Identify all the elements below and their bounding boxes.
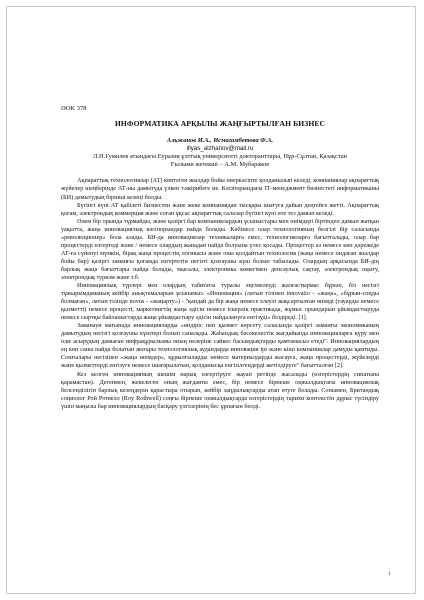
paragraph-4: Инновациялық түрлері мен олардың табиғаты туралы әңгімелеуді жалғастырмас бұрын, біз негізгі тұжырымдаманың кейбір анықтамаларын ұсынамыз. «Инновация» (латын тілінен innovatio - «жаңа», «бұрын-соңды болмаған», латын тілінде novus - «жаңарту») - "қандай да бір жаңа немесе елеулі жақсартылған өнімді (тауарды немесе қызметті) немесе процесті, маркетингтің жаңа әдісін немесе іскерлік практикада, жұмыс орындарын ұйымдастыруда немесе сыртқы байланыстарда жаңа ұйымдастыру әдісін пайдалануға енгізуді» білдіреді. [1]. bbox=[61, 282, 379, 322]
paragraph-6: Кез келген инновацияның шешім нарық өзгертіруге жауап ретінде жасалады (өзгерістердің сипатына қарамастан). Дегенмен, жекелеген оның жағдаяты емес, бір немесе бірнеше оңжылдықтағы инновациялық белсенділігін барлық кезеңдерін қарастыра отырып, кейбір заңдылықтарды атап өтуге болады. Сонымен, Британдық социолог Рой Ротвелл (Roy Rothwell) соңғы бірнеше онжылдықтарда өзгерістердің тарихи контекстін дұрыс түсіндіру үшін маңызы бар инновациялардың басқару үлгілерінің бес ұрпағын бөлді. bbox=[61, 370, 379, 410]
article-title: ИНФОРМАТИКА АРҚЫЛЫ ЖАҢҒЫРТЫЛҒАН БИЗНЕС bbox=[114, 119, 326, 128]
article-authors: Альжанов И.А., Исмагамбетова Ф.А. bbox=[166, 137, 274, 144]
scientific-supervisor: Ғылыми жетекші – А.М. Мубараков bbox=[170, 161, 270, 169]
article-body bbox=[61, 105, 379, 411]
paragraph-5: Заманауи мағынада инновацияларды «өндіріс пен қызмет көрсету саласында қазіргі заманғы экономиканың дамытудың негізгі қозғаушы күштері болып саналады. Жаһандық бәсекелестік жағдайында инновацияларға қүру мен іске асырудың дамыған инфрақұрылымы оның нелеріне сәйкес басымдықтарды қамтамасыз етеді". Инновациялардың ең көп саны пайда болатын жоғары технологиялық аудандарда инновация ірі және кіші компаниялар дамуды қамтиды. Сонғылары негізінен «жаңа өнімдер», құрылғыларды немесе материалдарды жасауға, жаңа процестерді, жүйелерді және қызметтерді енгізуге немесе шығарылатын, қолданысқа енгізілгендерді жетілдіруге" бағытталған [2]. bbox=[61, 322, 379, 370]
author-email: illyas_alzhanov@mail.ru bbox=[186, 145, 254, 152]
author-affiliation: Л.Н.Гумилев атындағы Еуразия ұлттық университеті докторанттары, Нұр-Сұлтан, Қазақстан bbox=[93, 153, 347, 160]
paragraph-1: Ақпараттық технологиялар (АТ) көптеген жылдар бойы өнеркәсіпте қолданылып келеді, компаниялар ақпараттық жүйелер шеңберінде АТ-ны дамытуда үлкен тәжірибеге ие. Кәсіпорындағы ІТ-менеджмент бизнестегі информатиканы (БИ) дамытудың бірінші кезеңі болды. bbox=[61, 177, 379, 201]
document-page bbox=[6, 6, 416, 594]
udk-code: ӘОК 378 bbox=[61, 105, 87, 112]
page-number: 1 bbox=[388, 571, 391, 577]
paragraph-2: Бүгінгі күні АТ қабілеті бизнестен және жеке компаниядан тысқары шығуға дайын деңгейге жетті. Ақпараттық қоғам, электрондық коммерция және соған ұқсас ақпараттық салалар бүгінгі күні өте тез дамып келеді. bbox=[61, 201, 379, 217]
paragraph-3: Әлем бір орында тұрмайды, және қазіргі бар компаниялардың ұсыныстары мен өнімдері біртіндеп дамып жатқан уақытта, жаңа инновациялық кәсіпорындар пайда болады. Көбінесе олар технологияның белгілі бір саласында «революционер» бола алады. БИ-да инновациялар техникаларға емес, технологияларға бағытталады, олар бар процестерді өзгертеді және / немесе олардың жанадан пайда болуына үлес қосады. Процестер аз немесе көп дәрежеде АТ-ға сүйенуі мүмкін, бірақ жаңа процестің логикасы және оны қолдайтын технология (жаңа немесе ондаған жылдар бойы бар) қазіргі заманғы қоғамда өзгертетін негізгі қозғаушы күш болып табылады. Олардың арқасында БИ-дің барлық жаңа бағыттары пайда болады, мысалы, электроника көмегімен денсаулық сақтау, электрондық оқыту, электрондық туризм және т.б. bbox=[61, 217, 379, 281]
